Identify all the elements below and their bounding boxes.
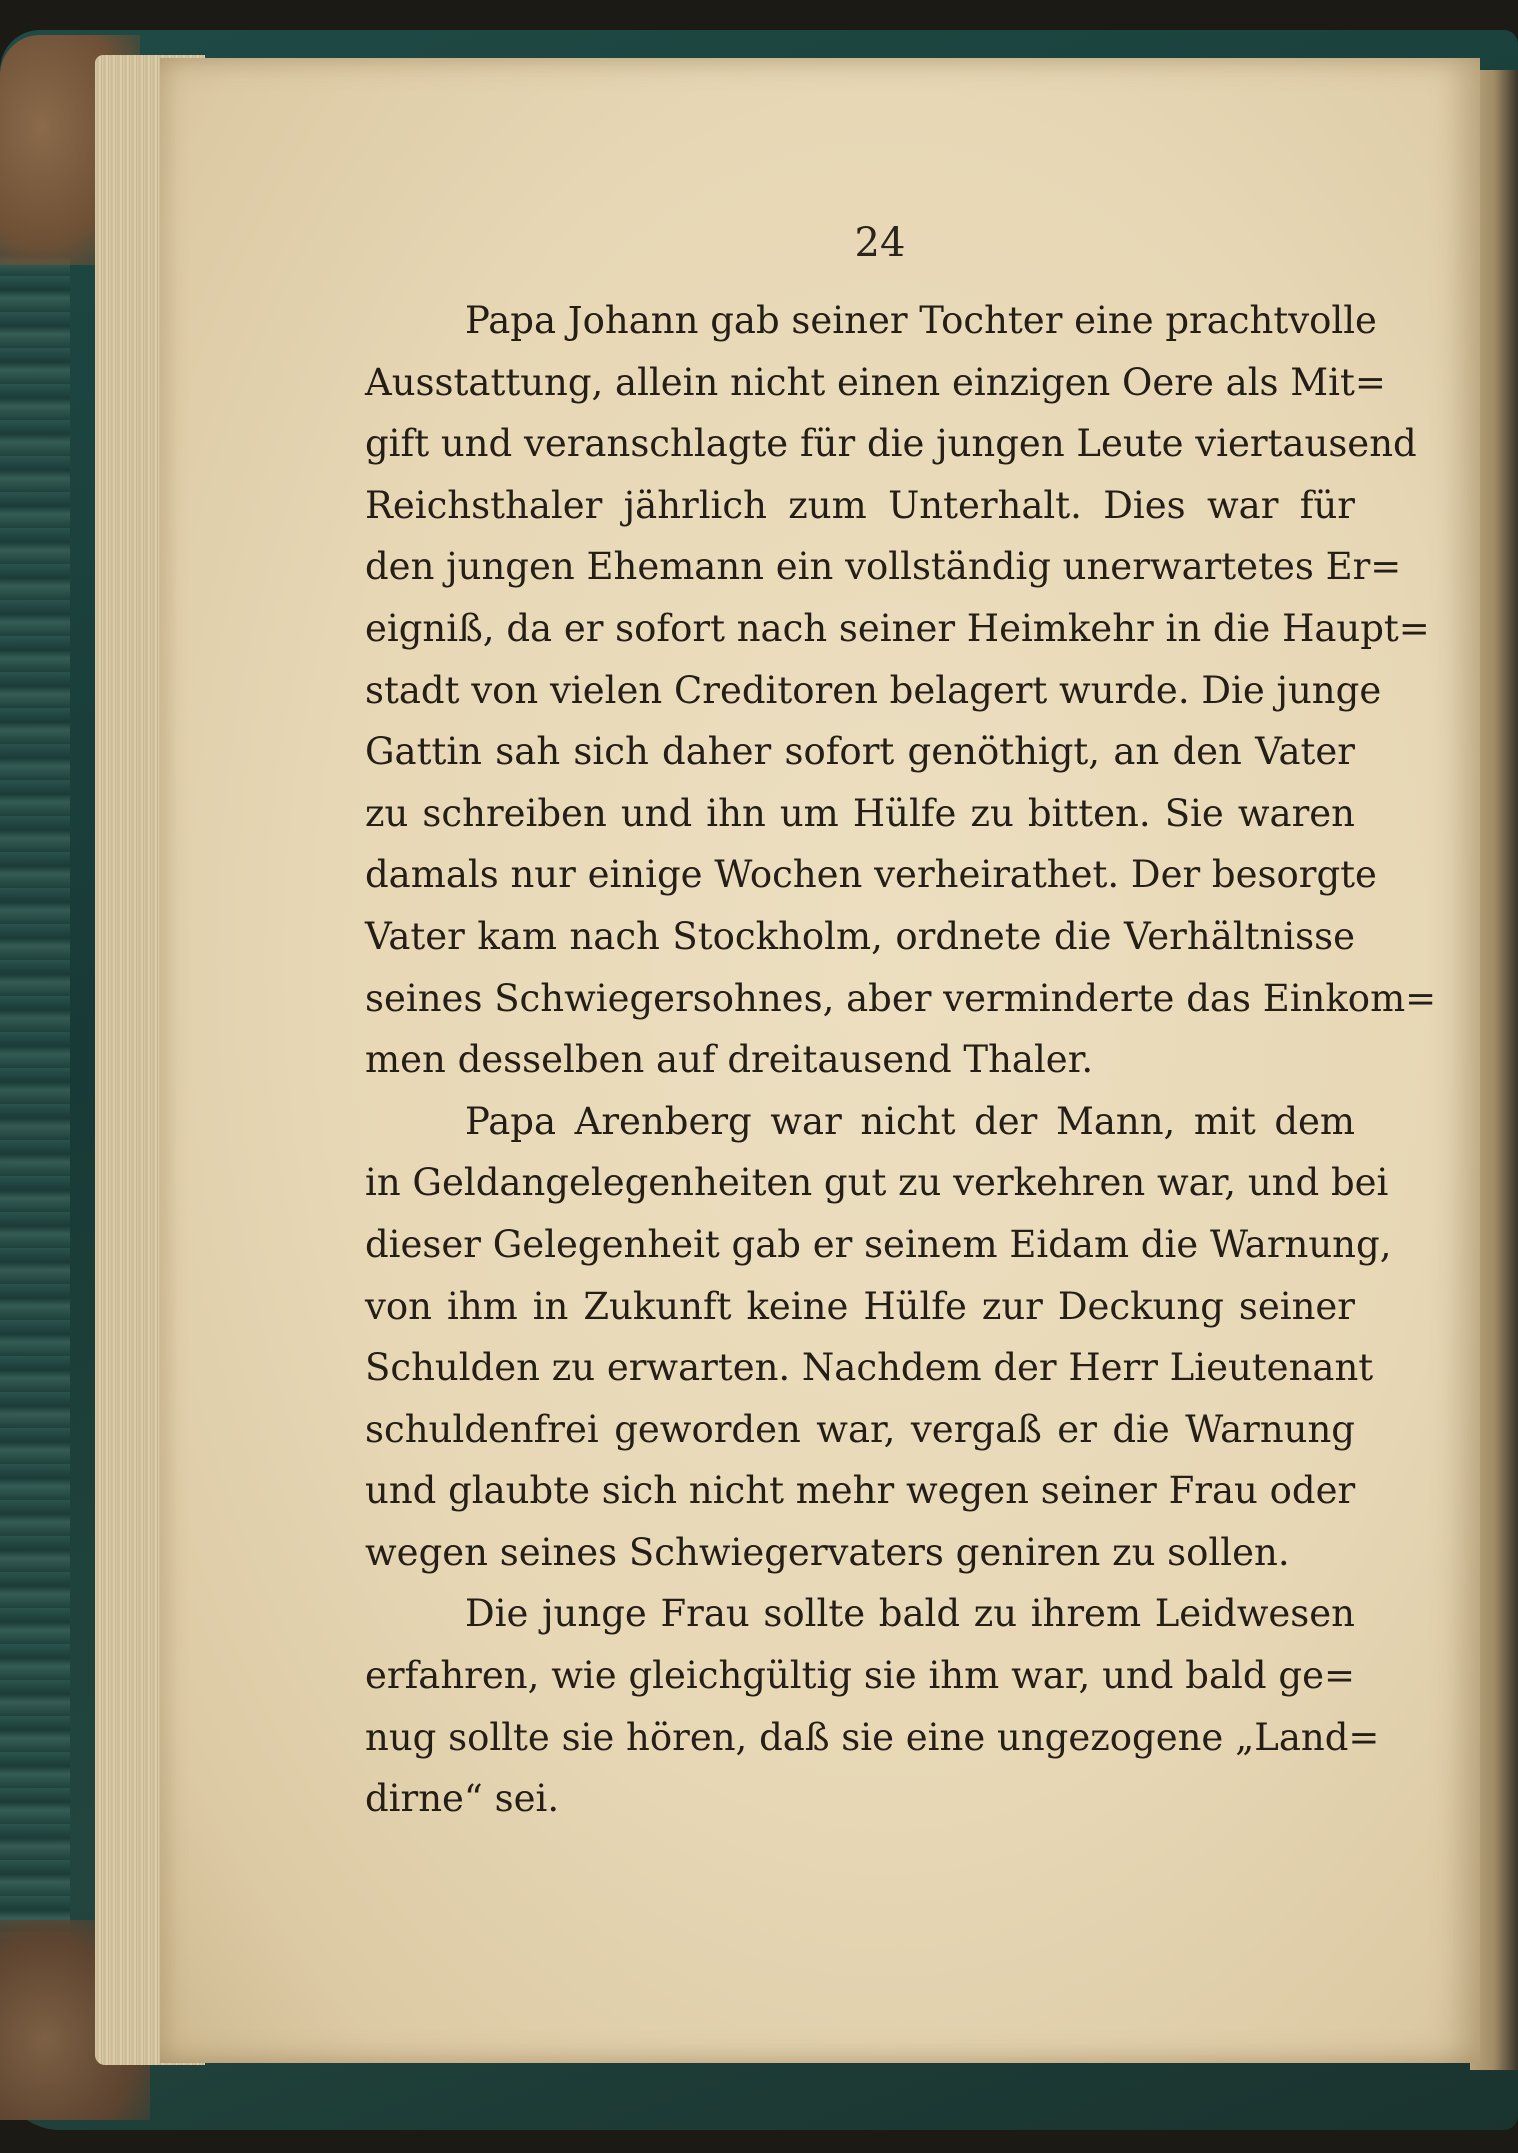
text-line: wegen seines Schwiegervaters geniren zu sollen. — [365, 1530, 1290, 1574]
text-line: erfahren, wie gleichgültig sie ihm war, und bald ge= — [365, 1654, 1355, 1698]
text-line: dieser Gelegenheit gab er seinem Eidam die Warnung, — [365, 1222, 1392, 1266]
text-line: stadt von vielen Creditoren belagert wurde. Die junge — [365, 668, 1382, 712]
text-line: zu schreiben und ihn um Hülfe zu bitten. Sie waren — [365, 791, 1355, 835]
paragraph-1 — [365, 290, 1437, 1091]
paragraph-3 — [365, 1583, 1380, 1829]
text-line: damals nur einige Wochen verheirathet. Der besorgte — [365, 853, 1377, 897]
text-line: seines Schwiegersohnes, aber verminderte das Einkom= — [365, 976, 1437, 1020]
text-line: Vater kam nach Stockholm, ordnete die Verhältnisse — [365, 914, 1355, 958]
text-line: Ausstattung, allein nicht einen einzigen Oere als Mit= — [365, 360, 1386, 404]
text-line: Die junge Frau sollte bald zu ihrem Leidwesen — [465, 1592, 1355, 1636]
paragraph-2 — [365, 1091, 1392, 1584]
page-number: 24 — [854, 220, 906, 266]
text-line: Papa Johann gab seiner Tochter eine prachtvolle — [465, 299, 1377, 342]
page-text — [365, 290, 1437, 1830]
text-line: nug sollte sie hören, daß sie eine ungezogene „Land= — [365, 1715, 1380, 1759]
text-line: schuldenfrei geworden war, vergaß er die Warnung — [365, 1407, 1355, 1451]
text-line: in Geldangelegenheiten gut zu verkehren war, und bei — [365, 1161, 1389, 1205]
text-line: von ihm in Zukunft keine Hülfe zur Deckung seiner — [365, 1284, 1355, 1328]
text-line: dirne“ sei. — [365, 1777, 560, 1821]
binding-spine-wear — [0, 60, 70, 2100]
text-line: Papa Arenberg war nicht der Mann, mit dem — [465, 1099, 1355, 1143]
text-line: gift und veranschlagte für die jungen Leute viertausend — [365, 422, 1417, 466]
text-line: men desselben auf dreitausend Thaler. — [365, 1038, 1094, 1082]
text-line: den jungen Ehemann ein vollständig unerwartetes Er= — [365, 545, 1402, 589]
text-line: Reichsthaler jährlich zum Unterhalt. Dies war für — [365, 483, 1355, 527]
text-line: eigniß, da er sofort nach seiner Heimkehr in die Haupt= — [365, 606, 1430, 650]
text-line: Schulden zu erwarten. Nachdem der Herr Lieutenant — [365, 1346, 1374, 1390]
text-line: und glaubte sich nicht mehr wegen seiner Frau oder — [365, 1469, 1356, 1513]
text-line: Gattin sah sich daher sofort genöthigt, an den Vater — [365, 730, 1355, 774]
